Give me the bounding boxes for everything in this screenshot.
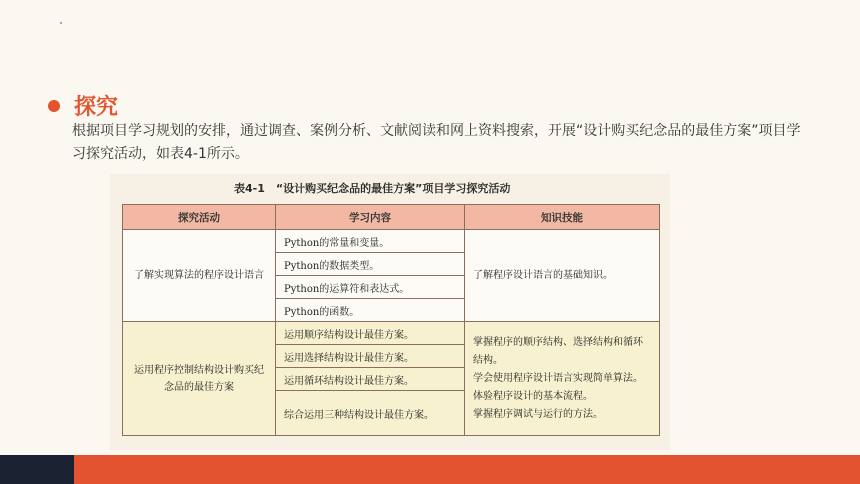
content-cell: 运用顺序结构设计最佳方案。 — [276, 322, 465, 345]
section-heading — [48, 90, 118, 121]
activity-cell: 了解实现算法的程序设计语言 — [123, 230, 276, 322]
activity-table — [122, 204, 660, 436]
header-content: 学习内容 — [276, 205, 465, 230]
skills-cell: 掌握程序的顺序结构、选择结构和循环结构。 学会使用程序设计语言实现简单算法。 体验程序设计的基本流程。 掌握程序调试与运行的方法。 — [465, 322, 660, 436]
content-cell: Python的运算符和表达式。 — [276, 276, 465, 299]
header-skills: 知识技能 — [465, 205, 660, 230]
skills-cell: 了解程序设计语言的基础知识。 — [465, 230, 660, 322]
table-header-row — [123, 205, 660, 230]
table-row — [123, 230, 660, 253]
content-cell: Python的函数。 — [276, 299, 465, 322]
table-row — [123, 322, 660, 345]
content-cell: 运用选择结构设计最佳方案。 — [276, 345, 465, 368]
header-activity: 探究活动 — [123, 205, 276, 230]
content-cell: 运用循环结构设计最佳方案。 — [276, 368, 465, 391]
footer-bar-accent — [74, 455, 860, 484]
content-cell: Python的数据类型。 — [276, 253, 465, 276]
footer-bar-dark — [0, 455, 74, 484]
bullet-icon — [48, 100, 60, 112]
content-cell: Python的常量和变量。 — [276, 230, 465, 253]
table-image — [110, 174, 670, 450]
content-cell: 综合运用三种结构设计最佳方案。 — [276, 391, 465, 436]
intro-paragraph: 根据项目学习规划的安排，通过调查、案例分析、文献阅读和网上资料搜索，开展“设计购买纪念品的最佳方案”项目学习探究活动，如表4-1所示。 — [72, 123, 801, 162]
table-caption: 表4-1 “设计购买纪念品的最佳方案”项目学习探究活动 — [234, 182, 511, 195]
activity-cell: 运用程序控制结构设计购买纪念品的最佳方案 — [123, 322, 276, 436]
decorative-dot — [60, 22, 62, 24]
section-title: 探究 — [74, 95, 119, 120]
